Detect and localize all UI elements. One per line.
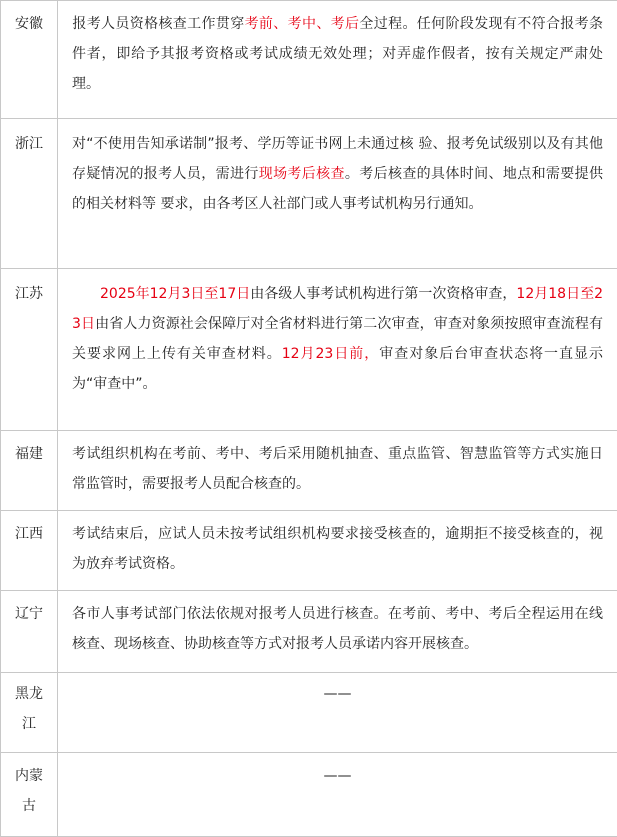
province-cell <box>1 673 58 753</box>
province-name: 辽宁 <box>1 591 57 629</box>
table-row-liaoning <box>1 591 617 673</box>
province-name: 福建 <box>1 431 57 469</box>
highlight-segment: 考前、考中、考后 <box>245 16 360 32</box>
province-name: 黑龙江 <box>14 673 44 739</box>
text-segment: 由省人力资源社会保障厅对全省材料进行第二次审查，审查对象须按照审查流程有关要求网上上传有关审查材料。 <box>72 316 603 362</box>
text-segment: 。考后核查的具体时间、地点和需要提供的相关材料等 要求，由各考区人社部门或人事考试机构另行通知。 <box>72 166 603 212</box>
highlight-segment: 12月18日至23日 <box>72 286 603 332</box>
text-segment: 审查对象后台审查状态将一直显示为“审查中”。 <box>72 346 603 392</box>
description-text <box>58 591 617 659</box>
text-segment: 报考人员资格核查工作贯穿 <box>72 16 245 32</box>
description-text <box>58 269 617 399</box>
table-row-neimenggu <box>1 753 617 837</box>
table-row-zhejiang <box>1 119 617 269</box>
table-body <box>1 1 617 837</box>
description-cell <box>58 119 617 269</box>
text-segment: 考试组织机构在考前、考中、考后采用随机抽查、重点监管、智慧监管等方式实施日常监管时，需要报考人员配合核查的。 <box>72 446 603 492</box>
province-name: 安徽 <box>1 1 57 39</box>
province-name: 浙江 <box>1 119 57 159</box>
highlight-segment: 现场考后核查 <box>259 166 345 182</box>
description-cell <box>58 673 617 753</box>
description-cell <box>58 753 617 837</box>
highlight-segment: 12月23日前， <box>282 346 380 362</box>
description-cell <box>58 431 617 511</box>
description-text <box>58 1 617 99</box>
text-segment: 各市人事考试部门依法依规对报考人员进行核查。在考前、考中、考后全程运用在线核查、现场核查、协助核查等方式对报考人员承诺内容开展核查。 <box>72 606 603 652</box>
province-cell <box>1 511 58 591</box>
table-row-fujian <box>1 431 617 511</box>
description-text: —— <box>58 673 617 709</box>
description-text <box>58 119 617 219</box>
province-name: 江西 <box>1 511 57 549</box>
highlight-segment: 2025年12月3日至17日 <box>100 286 250 302</box>
province-cell <box>1 269 58 431</box>
description-cell <box>58 1 617 119</box>
table-row-jiangsu <box>1 269 617 431</box>
text-segment: 考试结束后，应试人员未按考试组织机构要求接受核查的，逾期拒不接受核查的，视为放弃考试资格。 <box>72 526 603 572</box>
province-cell <box>1 1 58 119</box>
province-cell <box>1 119 58 269</box>
description-text <box>58 431 617 499</box>
table-row-heilongjiang <box>1 673 617 753</box>
description-cell <box>58 591 617 673</box>
table-row-jiangxi <box>1 511 617 591</box>
description-cell <box>58 269 617 431</box>
description-text <box>58 511 617 579</box>
table-row-anhui <box>1 1 617 119</box>
text-segment: 对“不使用告知承诺制”报考、学历等证书网上未通过核 验、报考免试级别以及有其他存疑情况的报考人员，需进行 <box>72 136 603 182</box>
province-cell <box>1 591 58 673</box>
text-segment: 全过程。任何阶段发现有不符合报考条件者，即给予其报考资格或考试成绩无效处理；对弄虚作假者，按有关规定严肃处理。 <box>72 16 603 92</box>
province-cell <box>1 431 58 511</box>
text-segment: 由各级人事考试机构进行第一次资格审查， <box>250 286 516 302</box>
description-text: —— <box>58 753 617 791</box>
province-name: 内蒙古 <box>14 753 44 821</box>
description-cell <box>58 511 617 591</box>
province-cell <box>1 753 58 837</box>
province-name: 江苏 <box>1 269 57 309</box>
